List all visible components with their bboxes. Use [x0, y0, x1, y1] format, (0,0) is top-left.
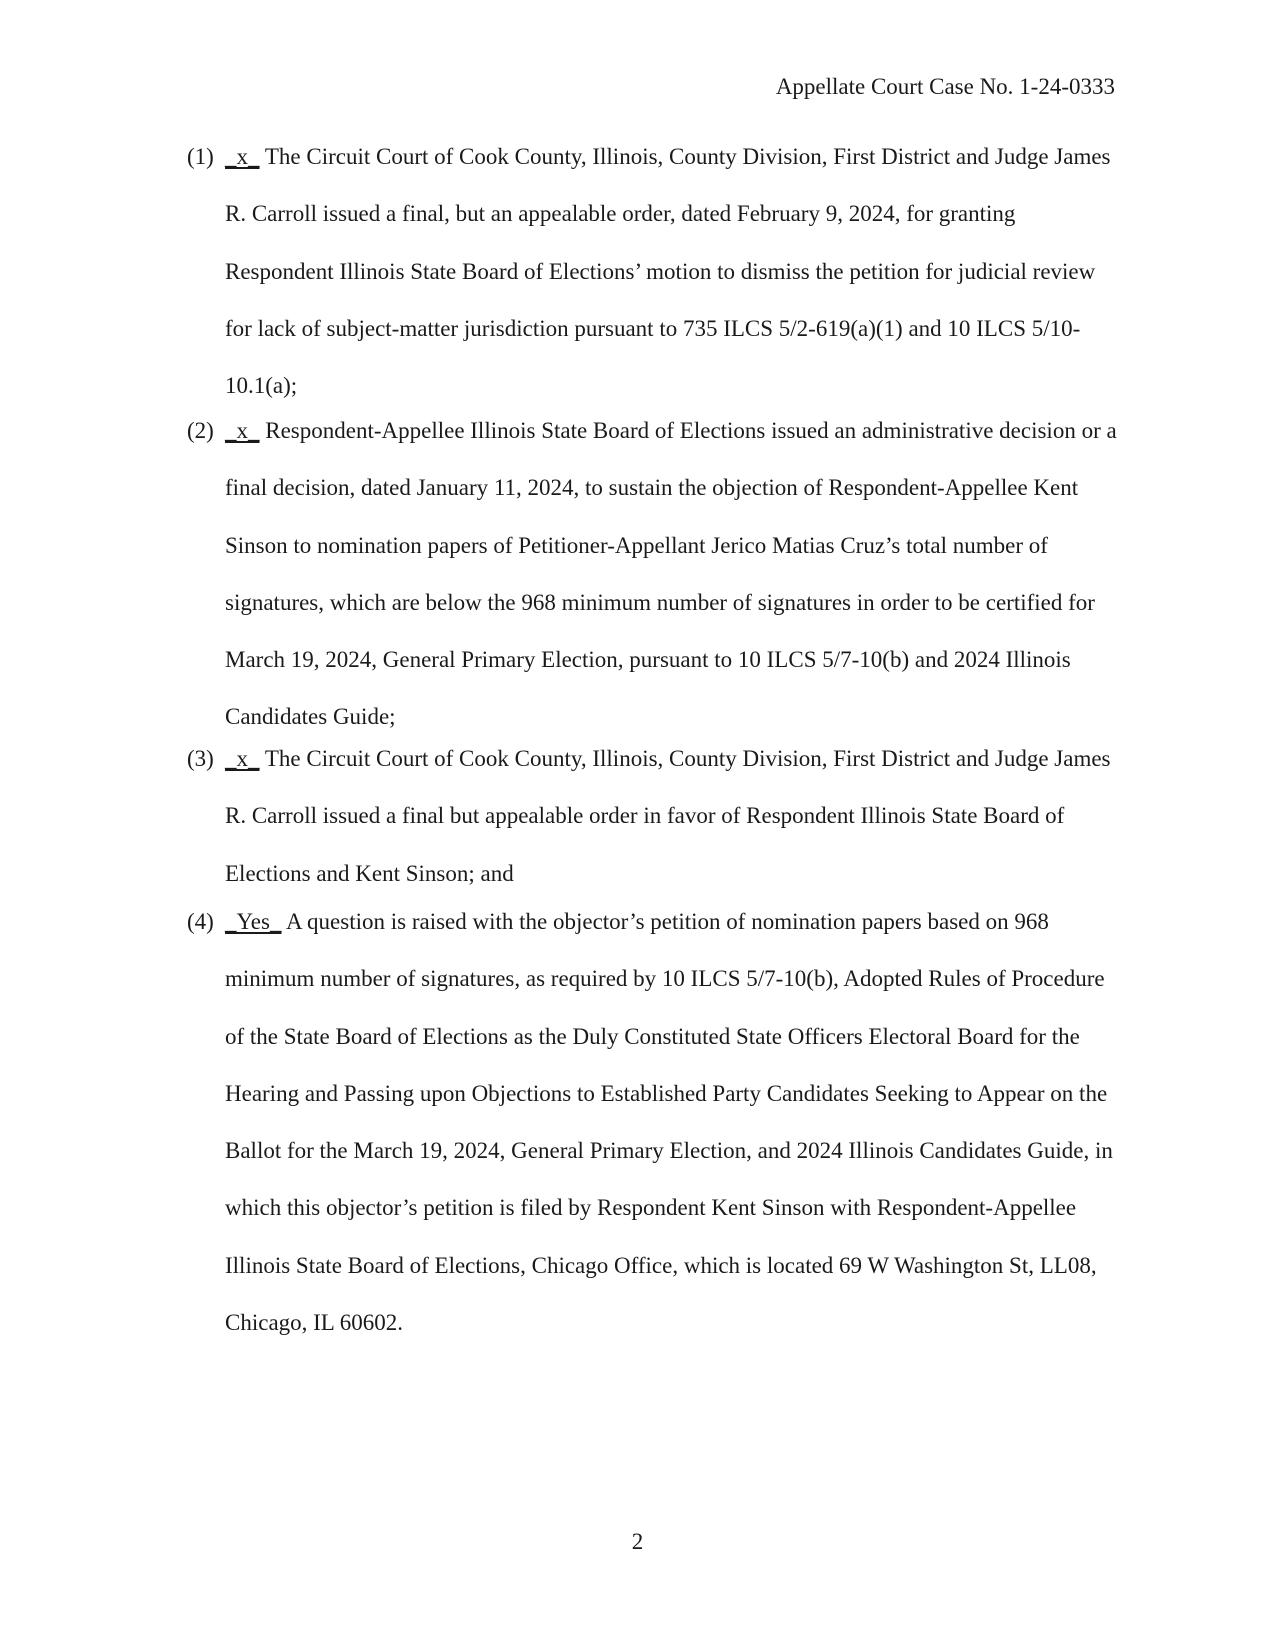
item-text-block — [225, 893, 1127, 1351]
item-text-block — [225, 402, 1127, 746]
list-item — [187, 128, 1127, 414]
item-text: The Circuit Court of Cook County, Illinois, County Division, First District and Judge James R. Carroll issued a final but appealable order in favor of Respondent Illinois State Board of Elections and Kent Sinson; and — [225, 746, 1111, 886]
item-number: (3) — [187, 746, 214, 771]
item-number: (4) — [187, 909, 214, 934]
item-text-block — [225, 730, 1127, 902]
case-number-header: Appellate Court Case No. 1-24-0333 — [775, 74, 1115, 99]
list-item — [187, 893, 1127, 1351]
page-number: 2 — [631, 1529, 644, 1554]
item-text: A question is raised with the objector’s petition of nomination papers based on 968 minimum number of signatures, as required by 10 ILCS 5/7-10(b), Adopted Rules of Procedure of the State Board of Elections as the Duly Constituted State Officers Electoral Board for the Hearing and Passing upon Objections to Established Party Candidates Seeking to Appear on the Ballot for the March 19, 2024, General Primary Election, and 2024 Illinois Candidates Guide, in which this objector’s petition is filed by Respondent Kent Sinson with Respondent-Appellee Illinois State Board of Elections, Chicago Office, which is located 69 W Washington St, LL08, Chicago, IL 60602. — [225, 909, 1113, 1336]
item-text: The Circuit Court of Cook County, Illinois, County Division, First District and Judge James R. Carroll issued a final, but an appealable order, dated February 9, 2024, for granting Respondent Illinois State Board of Elections’ motion to dismiss the petition for judicial review for lack of subject-matter jurisdiction pursuant to 735 ILCS 5/2-619(a)(1) and 10 ILCS 5/10-10.1(a); — [225, 144, 1111, 399]
item-text-block — [225, 128, 1127, 414]
item-number: (2) — [187, 418, 214, 443]
list-item — [187, 730, 1127, 902]
item-mark: _x_ — [225, 144, 260, 169]
list-item — [187, 402, 1127, 746]
item-text: Respondent-Appellee Illinois State Board of Elections issued an administrative decision or a final decision, dated January 11, 2024, to sustain the objection of Respondent-Appellee Kent Sinson to nomination papers of Petitioner-Appellant Jerico Matias Cruz’s total number of signatures, which are below the 968 minimum number of signatures in order to be certified for March 19, 2024, General Primary Election, pursuant to 10 ILCS 5/7-10(b) and 2024 Illinois Candidates Guide; — [225, 418, 1117, 730]
item-mark: _x_ — [225, 418, 260, 443]
item-mark: _x_ — [225, 746, 260, 771]
item-mark: _Yes_ — [225, 909, 282, 934]
item-number: (1) — [187, 144, 214, 169]
